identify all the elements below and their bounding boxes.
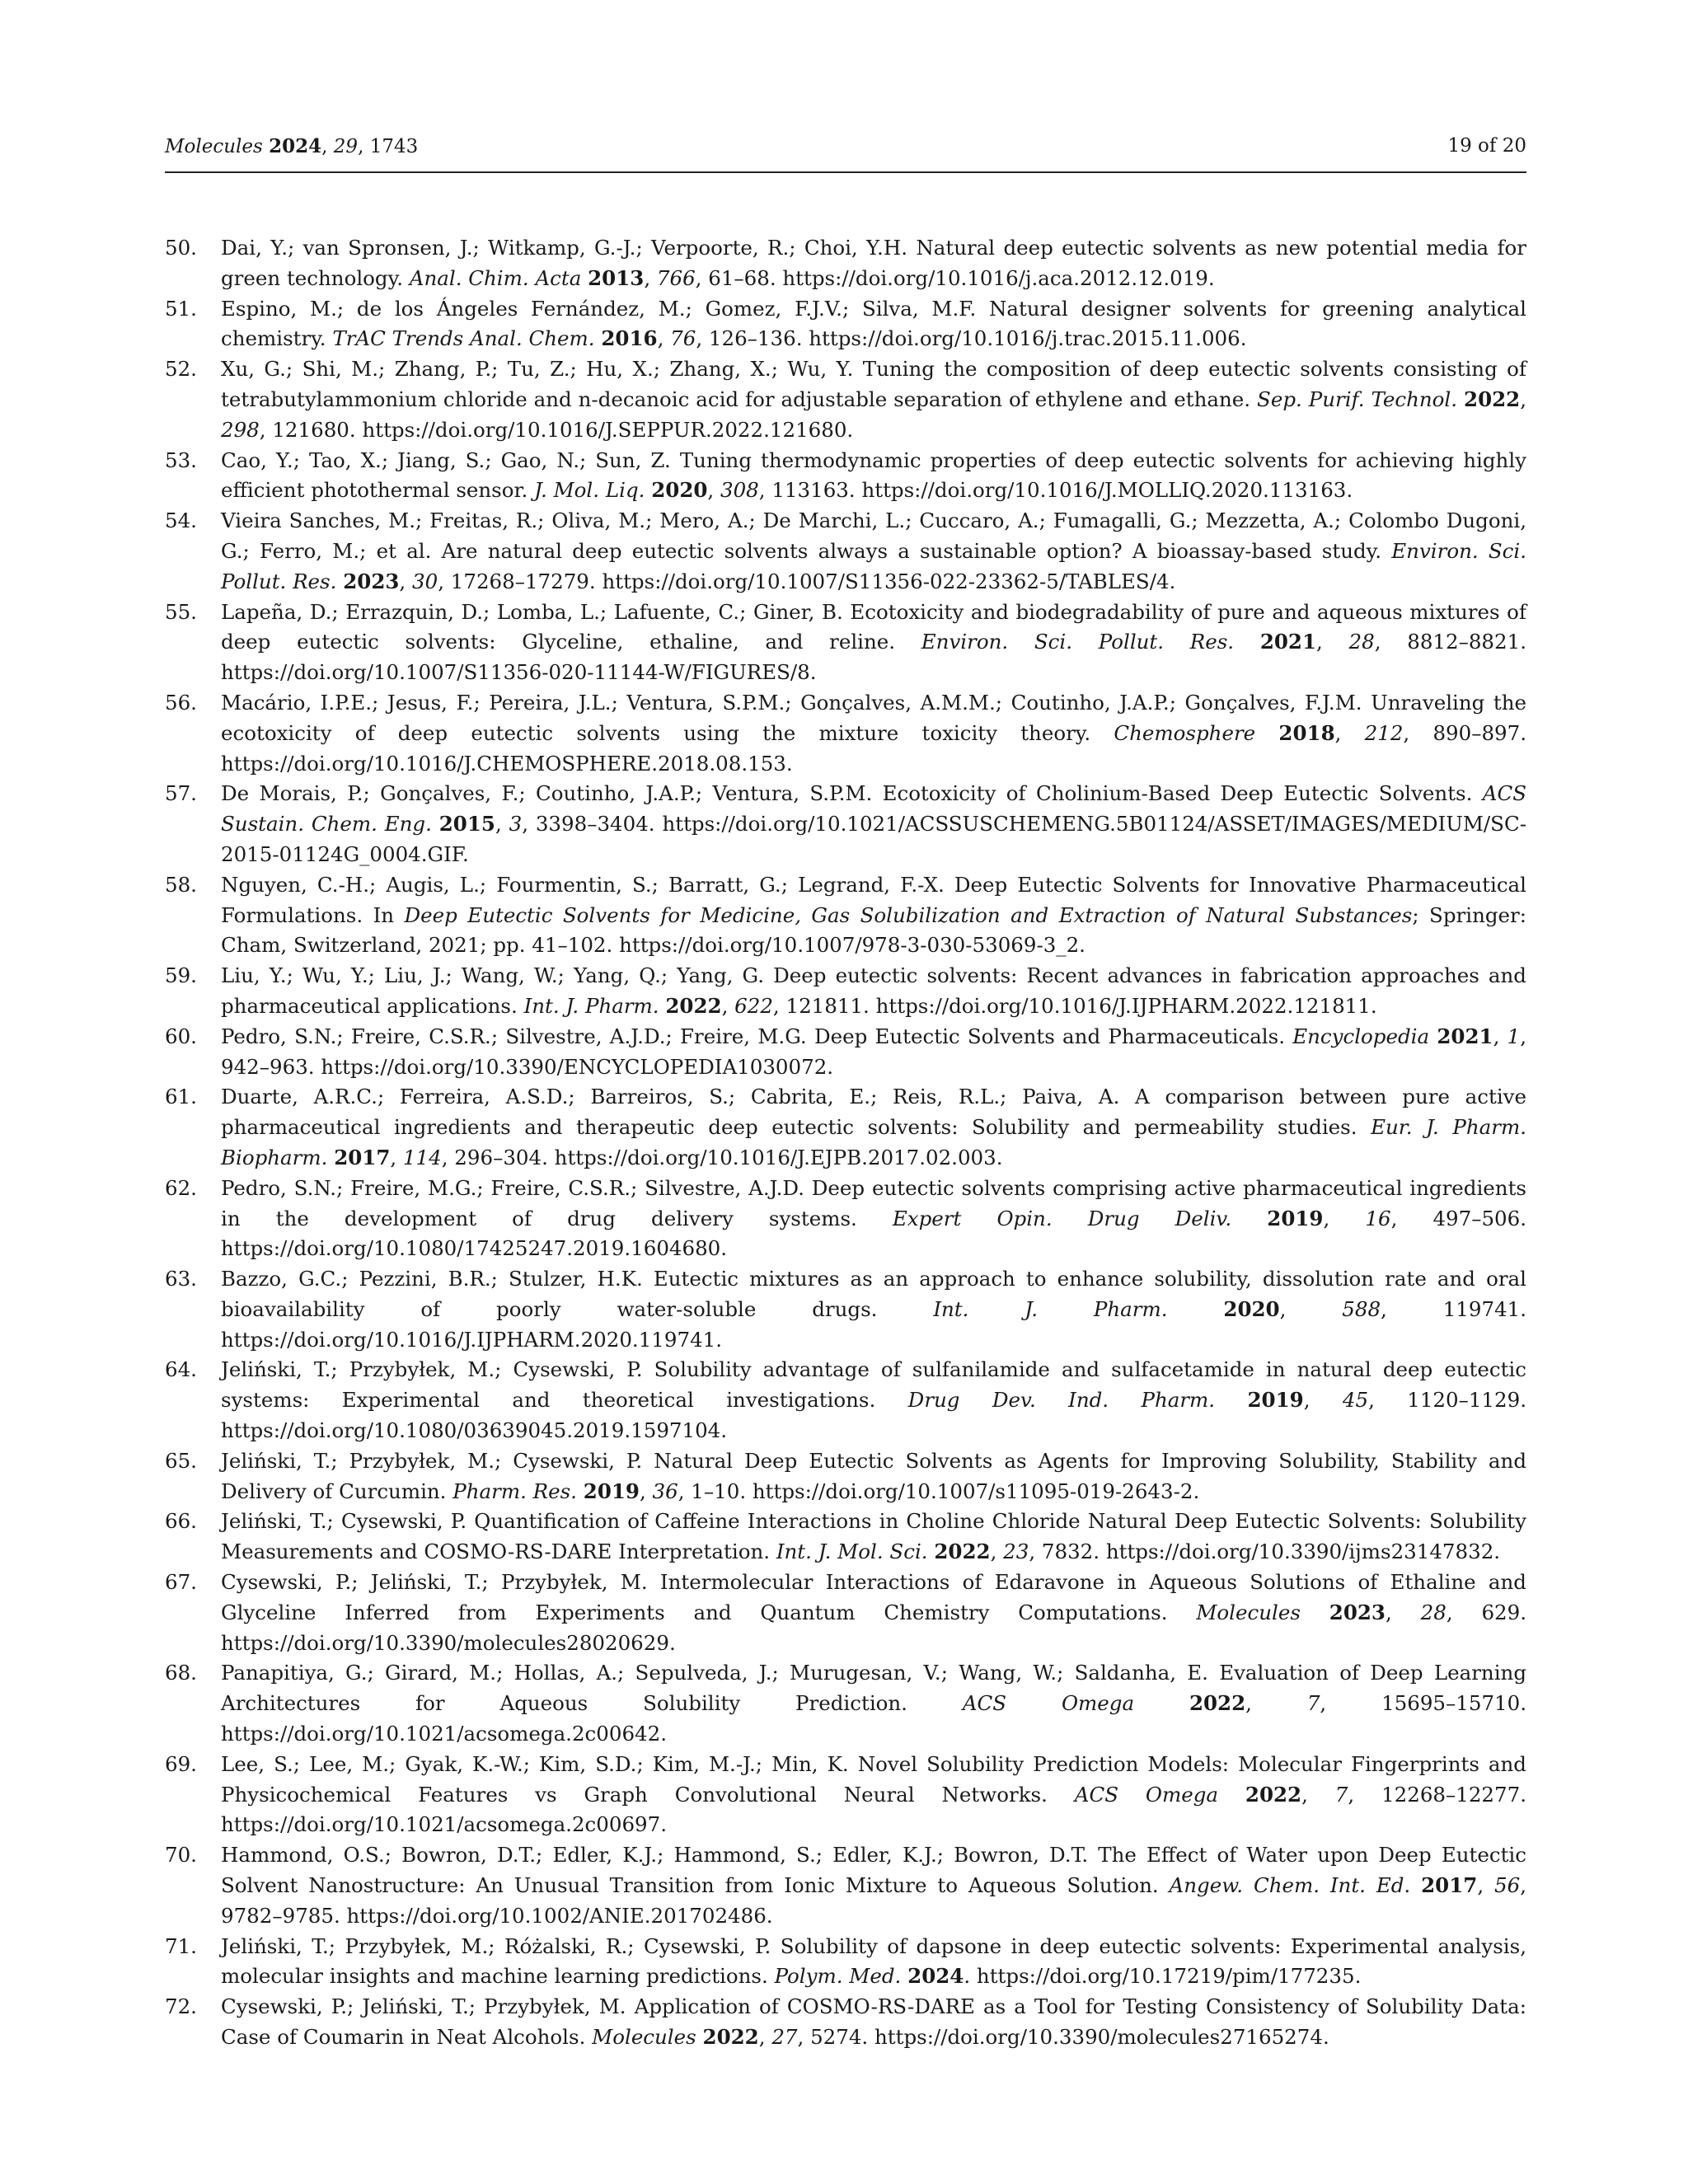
reference-text: ,	[1520, 387, 1527, 411]
reference-text: Panapitiya, G.; Girard, M.; Hollas, A.; Sepulveda, J.; Murugesan, V.; Wang, W.; Saldanha, E. Evaluation of Deep Learning Architectures for Aqueous Solubility Prediction.	[221, 1661, 1526, 1716]
reference-text: Nguyen, C.-H.; Augis, L.; Fourmentin, S.; Barratt, G.; Legrand, F.-X. Deep Eutectic Solvents for Innovative Pharmaceutical Formulations. In	[221, 872, 1526, 927]
reference-italic-text: J. Mol. Liq.	[534, 478, 645, 503]
reference-number: 61.	[165, 1085, 197, 1109]
reference-year: 2016	[601, 326, 658, 351]
reference-text: , 126–136. https://doi.org/10.1016/j.trac.2015.11.006.	[696, 326, 1247, 351]
reference-year: 2022	[1245, 1782, 1302, 1807]
reference-text: , 61–68. https://doi.org/10.1016/j.aca.2012.12.019.	[695, 265, 1215, 290]
reference-text: ,	[1301, 1782, 1335, 1807]
reference-item	[165, 870, 1526, 961]
reference-text: ,	[644, 265, 657, 290]
reference-italic-text: Molecules	[592, 2025, 696, 2050]
reference-italic-text: Int. J. Pharm.	[933, 1296, 1168, 1321]
reference-year: 2017	[1421, 1873, 1478, 1898]
reference-year: 2020	[1223, 1296, 1280, 1321]
reference-italic-text: Angew. Chem. Int. Ed.	[1169, 1873, 1411, 1898]
reference-text	[1215, 1388, 1247, 1412]
reference-number: 51.	[165, 296, 197, 321]
reference-text: Hammond, O.S.; Bowron, D.T.; Edler, K.J.; Hammond, S.; Edler, K.J.; Bowron, D.T. The Effect of Water upon Deep Eutectic Solvent Nanostructure: An Unusual Transition from Ionic Mixture to Aqueous Solution.	[221, 1843, 1526, 1898]
reference-text: Cao, Y.; Tao, X.; Jiang, S.; Gao, N.; Sun, Z. Tuning thermodynamic properties of deep eutectic solvents for achieving highly efficient photothermal sensor.	[221, 448, 1526, 503]
reference-item	[165, 1355, 1526, 1446]
reference-item	[165, 294, 1526, 355]
reference-text: , 942–963. https://doi.org/10.3390/ENCYCLOPEDIA1030072.	[221, 1024, 1526, 1079]
reference-number: 55.	[165, 599, 197, 624]
reference-text: Pedro, S.N.; Freire, C.S.R.; Silvestre, A.J.D.; Freire, M.G. Deep Eutectic Solvents and Pharmaceuticals.	[221, 1024, 1293, 1048]
reference-text: ,	[1323, 1206, 1366, 1230]
reference-text: Liu, Y.; Wu, Y.; Liu, J.; Wang, W.; Yang, Q.; Yang, G. Deep eutectic solvents: Recent advances in fabrication approaches and pharmaceutical applications.	[221, 963, 1526, 1018]
reference-italic-text: 28	[1420, 1600, 1447, 1624]
reference-italic-text: 1	[1507, 1024, 1521, 1048]
reference-italic-text: Sep. Purif. Technol.	[1257, 387, 1458, 411]
reference-italic-text: 7	[1306, 1691, 1320, 1716]
reference-year: 2015	[438, 812, 495, 837]
reference-text: ,	[1477, 1873, 1494, 1898]
reference-number: 62.	[165, 1175, 197, 1200]
reference-number: 53.	[165, 448, 197, 472]
reference-text	[1301, 1601, 1329, 1624]
reference-number: 67.	[165, 1570, 197, 1595]
reference-text: Dai, Y.; van Spronsen, J.; Witkamp, G.-J.; Verpoorte, R.; Choi, Y.H. Natural deep eutectic solvents as new potential media for green technology.	[221, 236, 1526, 290]
reference-text	[1134, 1691, 1189, 1715]
reference-italic-text: 3	[509, 812, 523, 837]
reference-text	[1410, 1873, 1421, 1897]
journal-year: 2024	[269, 135, 322, 157]
reference-year: 2017	[334, 1145, 391, 1169]
reference-text: Jeliński, T.; Cysewski, P. Quantification of Caffeine Interactions in Choline Chloride Natural Deep Eutectic Solvents: Solubility Measurements and COSMO-RS-DARE Interpretation.	[221, 1509, 1526, 1564]
reference-text	[1218, 1783, 1245, 1807]
reference-italic-text: 298	[221, 417, 260, 442]
reference-italic-text: ACS Sustain. Chem. Eng.	[221, 781, 1526, 837]
reference-item	[165, 1507, 1526, 1568]
reference-text: Cysewski, P.; Jeliński, T.; Przybyłek, M. Application of COSMO-RS-DARE as a Tool for Testing Consistency of Solubility Data: Case of Coumarin in Neat Alcohols.	[221, 1994, 1526, 2050]
reference-text: ,	[990, 1540, 1004, 1564]
reference-year: 2022	[1189, 1691, 1246, 1716]
reference-text: Vieira Sanches, M.; Freitas, R.; Oliva, M.; Mero, A.; De Marchi, L.; Cuccaro, A.; Fumagalli, G.; Mezzetta, A.; Colombo Dugoni, G.; Ferro, M.; et al. Are natural deep eutectic solvents always a sustainable option? A bioassay-based study.	[221, 509, 1526, 563]
reference-text: Lapeña, D.; Errazquin, D.; Lomba, L.; Lafuente, C.; Giner, B. Ecotoxicity and biodegradability of pure and aqueous mixtures of deep eutectic solvents: Glyceline, ethaline, and reline.	[221, 599, 1526, 654]
reference-text	[696, 2025, 703, 2049]
reference-year: 2022	[665, 993, 722, 1018]
reference-text: Jeliński, T.; Przybyłek, M.; Różalski, R.; Cysewski, P. Solubility of dapsone in deep eutectic solvents: Experimental analysis, molecular insights and machine learning predictions.	[221, 1933, 1526, 1989]
reference-number: 72.	[165, 1994, 197, 2019]
reference-italic-text: Drug Dev. Ind. Pharm.	[907, 1388, 1216, 1413]
reference-item	[165, 1992, 1526, 2053]
reference-italic-text: 16	[1365, 1206, 1391, 1230]
reference-italic-text: Environ. Sci. Pollut. Res.	[921, 630, 1235, 654]
reference-italic-text: Chemosphere	[1114, 720, 1256, 745]
reference-text	[1457, 387, 1464, 411]
reference-italic-text: 7	[1334, 1782, 1348, 1807]
reference-italic-text: Expert Opin. Drug Deliv.	[892, 1206, 1232, 1230]
reference-number: 54.	[165, 509, 197, 533]
reference-italic-text: Pharm. Res.	[452, 1479, 577, 1503]
reference-text: , 9782–9785. https://doi.org/10.1002/ANIE.201702486.	[221, 1873, 1526, 1928]
reference-number: 71.	[165, 1933, 197, 1958]
reference-italic-text: 308	[720, 478, 759, 503]
reference-text	[1429, 1024, 1437, 1048]
reference-text: ,	[1303, 1388, 1343, 1413]
reference-item	[165, 233, 1526, 294]
reference-year: 2023	[343, 569, 400, 593]
reference-text: Xu, G.; Shi, M.; Zhang, P.; Tu, Z.; Hu, X.; Zhang, X.; Wu, Y. Tuning the composition of deep eutectic solvents consisting of tetrabutylammonium chloride and n-decanoic acid for adjustable separation of ethylene and ethane.	[221, 357, 1526, 411]
reference-text: Duarte, A.R.C.; Ferreira, A.S.D.; Barreiros, S.; Cabrita, E.; Reis, R.L.; Paiva, A. A comparison between pure active pharmaceutical ingredients and therapeutic deep eutectic solvents: Solubility and permeability studies.	[221, 1085, 1526, 1140]
reference-item	[165, 1082, 1526, 1173]
reference-number: 68.	[165, 1661, 197, 1685]
reference-italic-text: 56	[1494, 1873, 1521, 1898]
reference-text: , 629. https://doi.org/10.3390/molecules28020629.	[221, 1600, 1526, 1655]
reference-text: ,	[399, 569, 412, 593]
reference-italic-text: 622	[734, 993, 773, 1018]
reference-text: , 119741. https://doi.org/10.1016/J.IJPHARM.2020.119741.	[221, 1296, 1527, 1352]
reference-text: Jeliński, T.; Przybyłek, M.; Cysewski, P. Solubility advantage of sulfanilamide and sulfacetamide in natural deep eutectic systems: Experimental and theoretical investigations.	[221, 1357, 1526, 1413]
reference-italic-text: 766	[656, 265, 696, 290]
reference-text: , 1120–1129. https://doi.org/10.1080/03639045.2019.1597104.	[221, 1388, 1526, 1443]
reference-text: ,	[390, 1145, 403, 1169]
reference-text: Lee, S.; Lee, M.; Gyak, K.-W.; Kim, S.D.; Kim, M.-J.; Min, K. Novel Solubility Prediction Models: Molecular Fingerprints and Physicochemical Features vs Graph Convolutional Neural Networks.	[221, 1751, 1526, 1807]
reference-item	[165, 1174, 1526, 1264]
reference-text: , 890–897. https://doi.org/10.1016/J.CHEMOSPHERE.2018.08.153.	[221, 720, 1527, 776]
reference-year: 2019	[583, 1479, 640, 1503]
reference-text: , 497–506. https://doi.org/10.1080/17425247.2019.1604680.	[221, 1206, 1527, 1261]
reference-text: ,	[1334, 720, 1365, 745]
reference-text: , 8812–8821. https://doi.org/10.1007/S11356-020-11144-W/FIGURES/8.	[221, 630, 1526, 685]
reference-text: Bazzo, G.C.; Pezzini, B.R.; Stulzer, H.K. Eutectic mixtures as an approach to enhance solubility, dissolution rate and oral bioavailability of poorly water-soluble drugs.	[221, 1267, 1526, 1321]
reference-text: Pedro, S.N.; Freire, M.G.; Freire, C.S.R.; Silvestre, A.J.D. Deep eutectic solvents comprising active pharmaceutical ingredients in the development of drug delivery systems.	[221, 1175, 1526, 1230]
reference-text: ,	[1493, 1024, 1507, 1048]
reference-text	[581, 266, 588, 290]
reference-year: 2019	[1247, 1388, 1304, 1413]
reference-item	[165, 779, 1526, 869]
reference-year: 2021	[1259, 630, 1317, 654]
reference-number: 60.	[165, 1024, 197, 1048]
reference-italic-text: ACS Omega	[962, 1691, 1135, 1716]
reference-number: 56.	[165, 690, 197, 715]
reference-item	[165, 446, 1526, 507]
reference-year: 2018	[1278, 720, 1335, 745]
reference-italic-text: Polym. Med.	[774, 1964, 902, 1989]
reference-text: ,	[495, 812, 509, 837]
page-number: 19 of 20	[1447, 135, 1526, 157]
reference-text	[1168, 1297, 1224, 1321]
reference-italic-text: Int. J. Mol. Sci.	[776, 1540, 928, 1564]
reference-italic-text: 588	[1342, 1296, 1381, 1321]
reference-item	[165, 688, 1526, 779]
reference-text: , 1–10. https://doi.org/10.1007/s11095-019-2643-2.	[678, 1479, 1200, 1503]
reference-item	[165, 1446, 1526, 1507]
reference-year: 2023	[1329, 1600, 1386, 1624]
reference-number: 52.	[165, 357, 197, 382]
reference-italic-text: ACS Omega	[1074, 1782, 1219, 1807]
reference-italic-text: 76	[670, 326, 696, 351]
reference-year: 2022	[934, 1540, 991, 1564]
reference-year: 2013	[588, 265, 645, 290]
reference-year: 2020	[651, 478, 708, 503]
reference-text: , 121680. https://doi.org/10.1016/J.SEPPUR.2022.121680.	[259, 417, 854, 442]
reference-text: Jeliński, T.; Przybyłek, M.; Cysewski, P. Natural Deep Eutectic Solvents as Agents for Improving Solubility, Stability and Delivery of Curcumin.	[221, 1448, 1526, 1503]
reference-text: De Morais, P.; Gonçalves, F.; Coutinho, J.A.P.; Ventura, S.P.M. Ecotoxicity of Cholinium-Based Deep Eutectic Solvents.	[221, 781, 1483, 806]
reference-text: ,	[1316, 630, 1349, 654]
reference-text: Macário, I.P.E.; Jesus, F.; Pereira, J.L.; Ventura, S.P.M.; Gonçalves, A.M.M.; Coutinho, J.A.P.; Gonçalves, F.J.M. Unraveling the ecotoxicity of deep eutectic solvents using the mixture toxicity theory.	[221, 690, 1526, 745]
reference-list	[165, 233, 1526, 2053]
reference-text: ,	[707, 478, 720, 503]
reference-text: , 5274. https://doi.org/10.3390/molecules27165274.	[797, 2025, 1329, 2050]
reference-number: 66.	[165, 1509, 197, 1534]
reference-text: ,	[1385, 1600, 1421, 1624]
reference-italic-text: Anal. Chim. Acta	[409, 265, 582, 290]
reference-text	[1255, 721, 1278, 745]
reference-text	[577, 1479, 584, 1503]
reference-italic-text: Deep Eutectic Solvents for Medicine, Gas Solubilization and Extraction of Natural Substances	[404, 902, 1413, 927]
reference-text: ,	[657, 326, 671, 351]
reference-number: 64.	[165, 1357, 197, 1382]
reference-text: Cysewski, P.; Jeliński, T.; Przybyłek, M. Intermolecular Interactions of Edaravone in Aqueous Solutions of Ethaline and Glyceline Inferred from Experiments and Quantum Chemistry Computations.	[221, 1570, 1526, 1624]
reference-italic-text: TrAC Trends Anal. Chem.	[332, 326, 595, 351]
reference-item	[165, 354, 1526, 445]
reference-text	[901, 1964, 907, 1988]
article-number: 1743	[369, 136, 419, 157]
reference-year: 2022	[1464, 387, 1521, 411]
reference-item	[165, 1264, 1526, 1355]
reference-text: ,	[1245, 1691, 1307, 1716]
reference-italic-text: Eur. J. Pharm. Biopharm.	[221, 1115, 1526, 1169]
journal-citation: Molecules 2024, 29, 1743	[165, 135, 419, 157]
reference-italic-text: Int. J. Pharm.	[523, 993, 659, 1018]
reference-italic-text: 23	[1003, 1540, 1029, 1564]
reference-italic-text: 114	[402, 1145, 442, 1169]
reference-italic-text: 30	[412, 569, 438, 593]
reference-number: 50.	[165, 236, 197, 260]
reference-year: 2024	[907, 1964, 964, 1989]
reference-text: ; Springer: Cham, Switzerland, 2021; pp. 41–102. https://doi.org/10.1007/978-3-030-53069-3_2.	[221, 902, 1526, 958]
reference-text: ,	[1279, 1296, 1343, 1321]
reference-item	[165, 1658, 1526, 1749]
reference-number: 63.	[165, 1267, 197, 1291]
reference-text: , 12268–12277. https://doi.org/10.1021/acsomega.2c00697.	[221, 1782, 1526, 1837]
reference-italic-text: Environ. Sci. Pollut. Res.	[221, 538, 1526, 593]
reference-item	[165, 1840, 1526, 1931]
reference-italic-text: Encyclopedia	[1292, 1024, 1430, 1048]
reference-number: 70.	[165, 1843, 197, 1868]
reference-text: , 296–304. https://doi.org/10.1016/J.EJPB.2017.02.003.	[441, 1145, 1003, 1169]
reference-text: ,	[639, 1479, 653, 1503]
reference-text: , 113163. https://doi.org/10.1016/J.MOLLIQ.2020.113163.	[758, 478, 1353, 503]
journal-volume: 29	[333, 136, 359, 157]
reference-text: , 7832. https://doi.org/10.3390/ijms23147832.	[1029, 1540, 1501, 1564]
reference-italic-text: 28	[1348, 630, 1375, 654]
reference-text: ,	[721, 993, 735, 1018]
reference-text: , 17268–17279. https://doi.org/10.1007/S11356-022-23362-5/TABLES/4.	[438, 569, 1176, 593]
reference-year: 2021	[1437, 1024, 1493, 1048]
reference-text: , 121811. https://doi.org/10.1016/J.IJPHARM.2022.121811.	[772, 993, 1377, 1018]
reference-year: 2019	[1267, 1206, 1324, 1230]
reference-year: 2022	[702, 2025, 759, 2050]
reference-number: 65.	[165, 1448, 197, 1473]
reference-text: , 3398–3404. https://doi.org/10.1021/ACSSUSCHEMENG.5B01124/ASSET/IMAGES/MEDIUM/SC-2015-01124G_0004.GIF.	[221, 812, 1526, 866]
reference-text: Espino, M.; de los Ángeles Fernández, M.; Gomez, F.J.V.; Silva, M.F. Natural designer solvents for greening analytical chemistry.	[221, 296, 1526, 351]
reference-text	[1234, 630, 1260, 654]
reference-number: 59.	[165, 963, 197, 988]
reference-number: 69.	[165, 1751, 197, 1776]
journal-name: Molecules	[165, 136, 263, 157]
reference-item	[165, 506, 1526, 597]
reference-italic-text: 36	[652, 1479, 678, 1503]
reference-text: ,	[758, 2025, 772, 2050]
reference-item	[165, 598, 1526, 688]
reference-item	[165, 961, 1526, 1022]
reference-italic-text: Molecules	[1196, 1600, 1301, 1624]
reference-text	[432, 812, 439, 836]
reference-text: . https://doi.org/10.17219/pim/177235.	[964, 1964, 1362, 1989]
reference-item	[165, 1022, 1526, 1083]
reference-number: 58.	[165, 872, 197, 897]
reference-italic-text: 45	[1342, 1388, 1369, 1413]
page-header	[165, 132, 1526, 173]
reference-text	[1231, 1207, 1267, 1230]
reference-item	[165, 1568, 1526, 1658]
reference-italic-text: 212	[1364, 720, 1404, 745]
reference-italic-text: 27	[771, 2025, 798, 2050]
reference-item	[165, 1750, 1526, 1840]
reference-number: 57.	[165, 781, 197, 806]
reference-text: , 15695–15710. https://doi.org/10.1021/acsomega.2c00642.	[221, 1691, 1527, 1746]
reference-item	[165, 1932, 1526, 1993]
